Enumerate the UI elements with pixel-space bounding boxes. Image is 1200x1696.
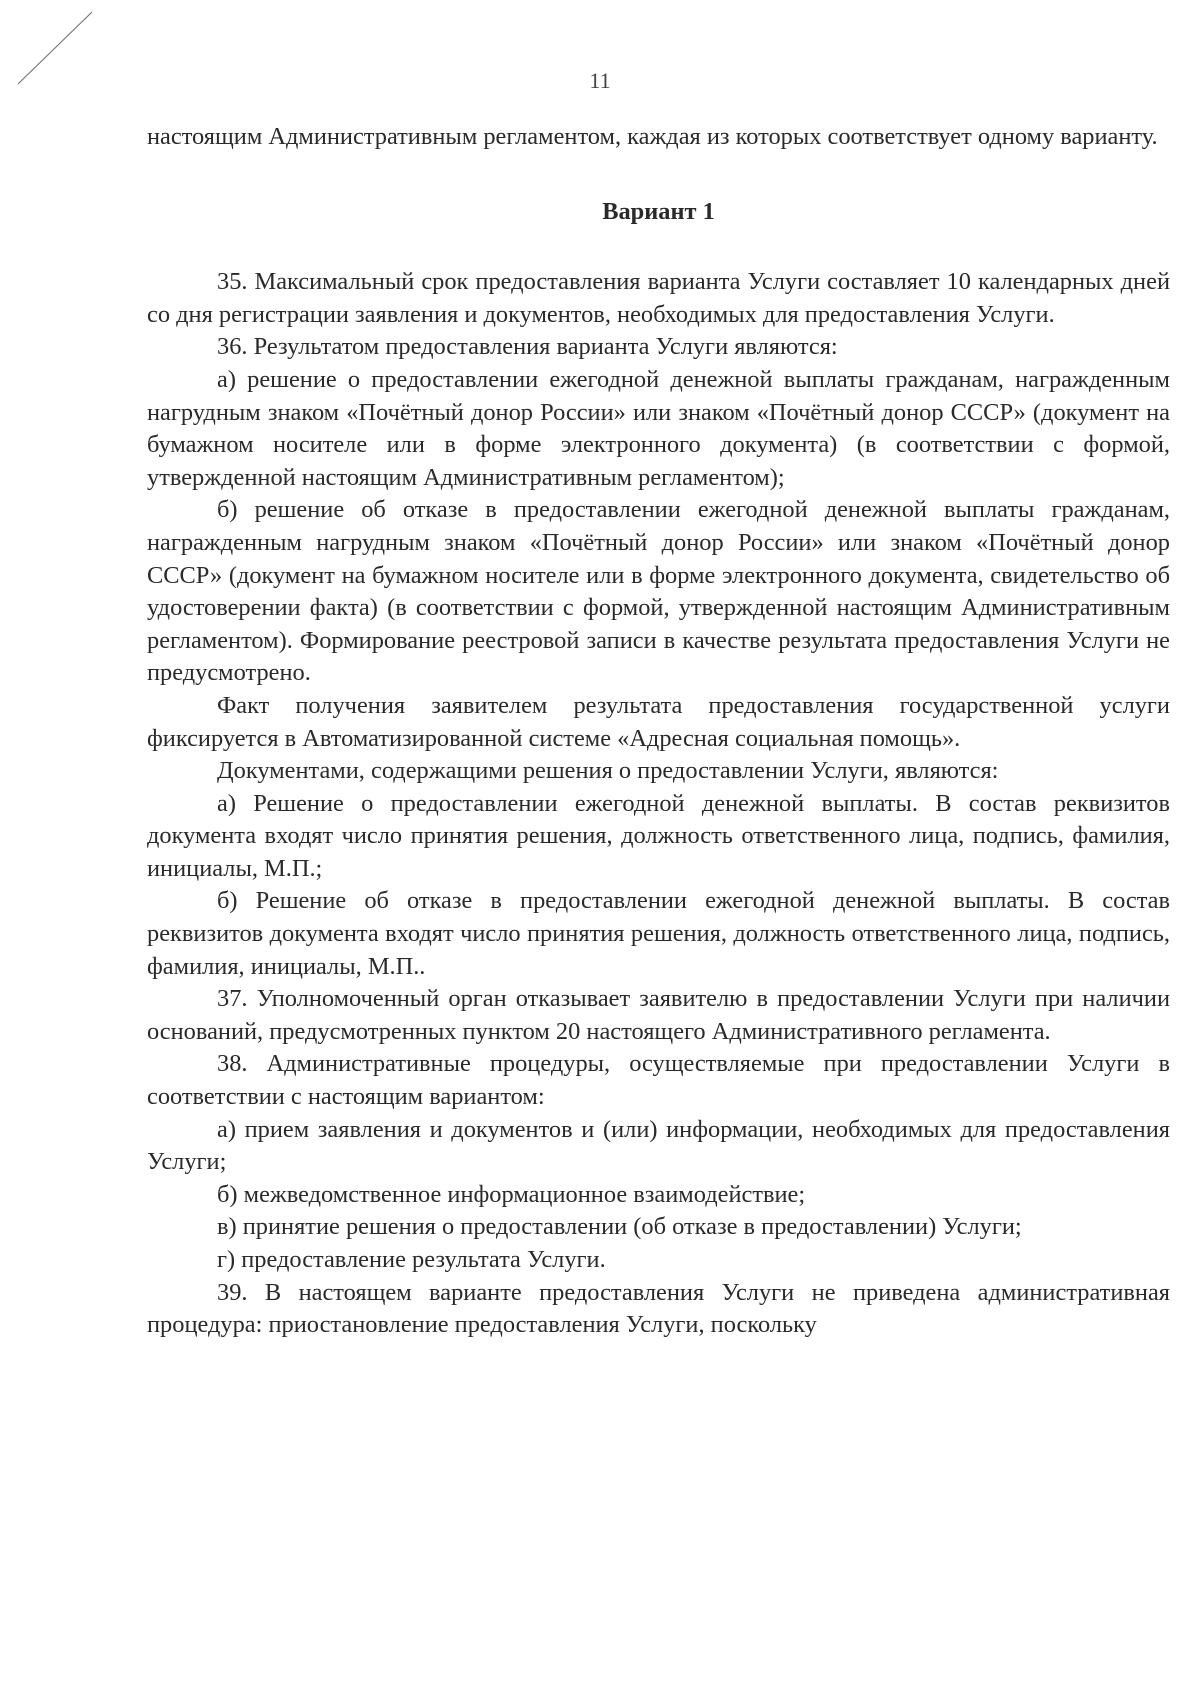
- paragraph-35: 35. Максимальный срок предоставления варианта Услуги составляет 10 календарных дней со дня регистрации заявления и документов, необходимых для предоставления Услуги.: [147, 268, 1170, 328]
- paragraph-documents-item-a: а) Решение о предоставлении ежегодной денежной выплаты. В состав реквизитов документа входят число принятия решения, должность ответственного лица, подпись, фамилия, инициалы, М.П.;: [147, 789, 1170, 882]
- intro-paragraph: настоящим Административным регламентом, каждая из которых соответствует одному варианту.: [147, 123, 1158, 150]
- paragraph-38-item-c: в) принятие решения о предоставлении (об отказе в предоставлении) Услуги;: [217, 1213, 1022, 1241]
- paragraph-38-item-d: г) предоставление результата Услуги.: [217, 1246, 606, 1273]
- paragraph-documents: Документами, содержащими решения о предоставлении Услуги, являются:: [217, 757, 999, 785]
- paragraph-36-item-b: б) решение об отказе в предоставлении ежегодной денежной выплаты гражданам, награжденным нагрудным знаком «Почётный донор России» или знаком «Почётный донор СССР» (документ на бумажном носителе или в форме электронного документа, свидетельство об удостоверении факта) (в соответствии с формой, утвержденной настоящим Административным регламентом). Формирование реестровой записи в качестве результата предоставления Услуги не предусмотрено.: [147, 496, 1170, 687]
- paragraph-38-item-a: а) прием заявления и документов и (или) информации, необходимых для предоставления Услуги;: [147, 1115, 1170, 1176]
- page-number: 11: [589, 68, 611, 93]
- document-body: [147, 121, 1170, 1342]
- paragraph-37: 37. Уполномоченный орган отказывает заявителю в предоставлении Услуги при наличии оснований, предусмотренных пунктом 20 настоящего Административного регламента.: [147, 985, 1170, 1045]
- section-heading: Вариант 1: [602, 197, 715, 225]
- paragraph-documents-item-b: б) Решение об отказе в предоставлении ежегодной денежной выплаты. В состав реквизитов документа входят число принятия решения, должность ответственного лица, подпись, фамилия, инициалы, М.П..: [147, 887, 1170, 980]
- paragraph-38: 38. Административные процедуры, осуществляемые при предоставлении Услуги в соответствии с настоящим вариантом:: [147, 1050, 1170, 1111]
- paragraph-39: 39. В настоящем варианте предоставления Услуги не приведена административная процедура: приостановление предоставления Услуги, поскольку: [147, 1278, 1170, 1339]
- paragraph-36-item-a: а) решение о предоставлении ежегодной денежной выплаты гражданам, награжденным нагрудным знаком «Почётный донор России» или знаком «Почётный донор СССР» (документ на бумажном носителе или в форме электронного документа) (в соответствии с формой, утвержденной настоящим Административным регламентом);: [147, 365, 1170, 491]
- paragraph-38-item-b: б) межведомственное информационное взаимодействие;: [217, 1180, 806, 1208]
- paragraph-fact: Факт получения заявителем результата предоставления государственной услуги фиксируется в Автоматизированной системе «Адресная социальная помощь».: [147, 691, 1170, 752]
- paragraph-36: 36. Результатом предоставления варианта Услуги являются:: [217, 333, 838, 361]
